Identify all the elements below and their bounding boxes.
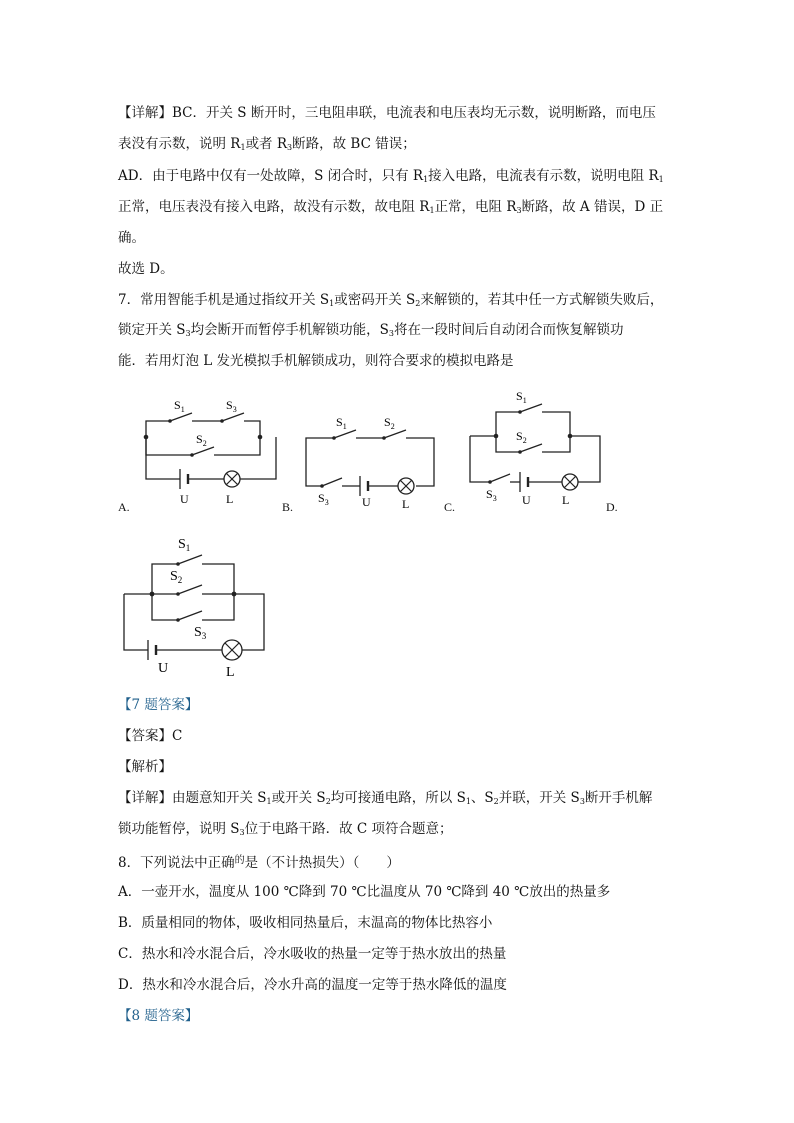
option-c-label: C. bbox=[444, 500, 456, 514]
lamp-label: L bbox=[562, 493, 570, 507]
switch-label: $S_2$ bbox=[516, 429, 527, 445]
question-8-option-a: A．一壶开水，温度从 100 ℃降到 70 ℃比温度从 70 ℃降到 40 ℃放出的热量多 bbox=[118, 884, 611, 900]
detail-line-4: 正常，电压表没有接入电路，故没有示数，故电阻 $R_1$正常，电阻 $R_3$断路，故 A 错误，D 正 bbox=[118, 199, 664, 215]
source-label: U bbox=[522, 493, 531, 507]
source-label: U bbox=[158, 661, 169, 676]
switch-label: $S_1$ bbox=[178, 537, 191, 553]
lamp-label: L bbox=[226, 665, 235, 680]
detail-line-2: 表没有示数，说明 $R_1$或者 $R_3$断路，故 BC 错误； bbox=[118, 136, 416, 152]
question-8-option-d: D．热水和冷水混合后，冷水升高的温度一定等于热水降低的温度 bbox=[118, 977, 507, 993]
lamp-label: L bbox=[402, 497, 410, 510]
circuit-b bbox=[300, 408, 445, 510]
circuit-a bbox=[140, 393, 280, 505]
switch-label: $S_3$ bbox=[318, 491, 329, 507]
answer-7-heading: 【7 题答案】 bbox=[118, 697, 199, 713]
switch-label: $S_1$ bbox=[516, 389, 527, 405]
question-8-option-b: B．质量相同的物体，吸收相同热量后，末温高的物体比热容小 bbox=[118, 915, 493, 931]
answer-7-answer: 【答案】C bbox=[118, 728, 183, 744]
switch-label: $S_3$ bbox=[194, 625, 207, 641]
option-d-label: D. bbox=[606, 500, 618, 514]
question-8-stem: 8．下列说法中正确$^的$是（不计热损失）（ ） bbox=[118, 855, 400, 871]
answer-8-heading: 【8 题答案】 bbox=[118, 1008, 199, 1024]
detail-line-5: 确。 bbox=[118, 230, 145, 246]
switch-label: $S_2$ bbox=[170, 569, 183, 585]
option-b-label: B. bbox=[282, 500, 294, 514]
option-a-label: A. bbox=[118, 500, 130, 514]
lamp-label: L bbox=[226, 492, 234, 505]
answer-7-detail-2: 锁功能暂停，说明 $S_3$位于电路干路．故 C 项符合题意； bbox=[118, 821, 453, 837]
circuit-d bbox=[118, 528, 274, 682]
question-7-line-1: 7．常用智能手机是通过指纹开关 $S_1$或密码开关 $S_2$来解锁的，若其中任一方式解锁失败后， bbox=[118, 292, 664, 308]
question-7-line-2: 锁定开关 $S_3$均会断开而暂停手机解锁功能，$S_3$将在一段时间后自动闭合而恢复解锁功 bbox=[118, 322, 624, 338]
switch-label: $S_3$ bbox=[226, 398, 237, 414]
detail-line-6: 故选 D。 bbox=[118, 261, 174, 277]
switch-label: $S_1$ bbox=[336, 415, 347, 431]
question-7-line-3: 能．若用灯泡 L 发光模拟手机解锁成功，则符合要求的模拟电路是 bbox=[118, 353, 514, 369]
answer-7-detail-1: 【详解】由题意知开关 $S_1$或开关 $S_2$均可接通电路，所以 $S_1$、$S_2$并联，开关 $S_3$断开手机解 bbox=[118, 790, 653, 806]
circuit-c bbox=[462, 386, 606, 510]
detail-line-1: 【详解】BC．开关 S 断开时，三电阻串联，电流表和电压表均无示数，说明断路，而电压 bbox=[118, 105, 656, 121]
switch-label: $S_2$ bbox=[196, 432, 207, 448]
question-8-option-c: C．热水和冷水混合后，冷水吸收的热量一定等于热水放出的热量 bbox=[118, 946, 507, 962]
source-label: U bbox=[180, 492, 189, 505]
switch-label: $S_1$ bbox=[174, 398, 185, 414]
answer-7-analysis: 【解析】 bbox=[118, 759, 172, 775]
switch-label: $S_3$ bbox=[486, 487, 497, 503]
switch-label: $S_2$ bbox=[384, 415, 395, 431]
detail-line-3: AD．由于电路中仅有一处故障，S 闭合时，只有 $R_1$接入电路，电流表有示数，说明电阻 $R_1$ bbox=[118, 168, 664, 184]
source-label: U bbox=[362, 495, 371, 509]
